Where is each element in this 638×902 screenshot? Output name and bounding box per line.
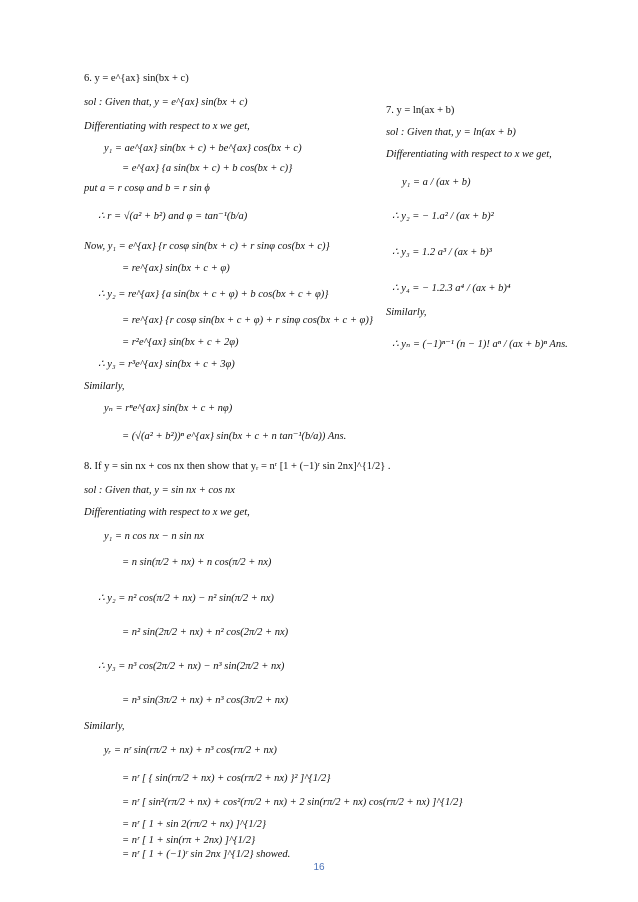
problem-6-step: ∴ r = √(a² + b²) and φ = tan⁻¹(b/a) — [98, 211, 248, 222]
problem-6-answer: = (√(a² + b²))ⁿ e^{ax} sin(bx + c + n tan⁻¹(b/a)) Ans. — [122, 431, 347, 442]
problem-6-step: yₙ = rⁿe^{ax} sin(bx + c + nφ) — [104, 403, 233, 414]
problem-6-step: Now, y₁ = e^{ax} {r cosφ sin(bx + c) + r sinφ cos(bx + c)} — [84, 241, 330, 252]
problem-7-given: sol : Given that, y = ln(ax + b) — [386, 127, 516, 138]
problem-6-given: sol : Given that, y = e^{ax} sin(bx + c) — [84, 97, 248, 108]
problem-6-step: ∴ y₃ = r³e^{ax} sin(bx + c + 3φ) — [98, 359, 235, 370]
page-number: 16 — [313, 862, 325, 873]
problem-8-step: = n² sin(2π/2 + nx) + n² cos(2π/2 + nx) — [122, 627, 289, 638]
problem-6-step: = re^{ax} sin(bx + c + φ) — [122, 263, 230, 274]
problem-8-step: = n³ sin(3π/2 + nx) + n³ cos(3π/2 + nx) — [122, 695, 289, 706]
problem-8-result: = nʳ [ 1 + (−1)ʳ sin 2nx ]^{1/2} showed. — [122, 849, 291, 860]
problem-7-differentiating: Differentiating with respect to x we get, — [386, 149, 552, 160]
problem-8-step: y₁ = n cos nx − n sin nx — [104, 531, 205, 542]
problem-7-step: ∴ y₄ = − 1.2.3 a⁴ / (ax + b)⁴ — [392, 283, 511, 294]
problem-7-step: ∴ y₂ = − 1.a² / (ax + b)² — [392, 211, 494, 222]
problem-8-step: = nʳ [ 1 + sin(rπ + 2nx) ]^{1/2} — [122, 835, 256, 846]
problem-8-step: = n sin(π/2 + nx) + n cos(π/2 + nx) — [122, 557, 272, 568]
problem-8-step: = nʳ [ 1 + sin 2(rπ/2 + nx) ]^{1/2} — [122, 819, 267, 830]
problem-8-given: sol : Given that, y = sin nx + cos nx — [84, 485, 235, 496]
problem-7-answer: ∴ yₙ = (−1)ⁿ⁻¹ (n − 1)! aⁿ / (ax + b)ⁿ Ans. — [392, 339, 568, 350]
problem-7-step: Similarly, — [386, 307, 427, 318]
problem-8-differentiating: Differentiating with respect to x we get, — [84, 507, 250, 518]
problem-6-step: = e^{ax} {a sin(bx + c) + b cos(bx + c)} — [122, 163, 293, 174]
problem-6-step: y₁ = ae^{ax} sin(bx + c) + be^{ax} cos(bx + c) — [104, 143, 302, 154]
problem-8-step: ∴ y₂ = n² cos(π/2 + nx) − n² sin(π/2 + nx) — [98, 593, 274, 604]
problem-8-step: ∴ y₃ = n³ cos(2π/2 + nx) − n³ sin(2π/2 + nx) — [98, 661, 285, 672]
problem-6-step: = r²e^{ax} sin(bx + c + 2φ) — [122, 337, 239, 348]
problem-6-step: put a = r cosφ and b = r sin ϕ — [84, 183, 210, 194]
problem-7-step: y₁ = a / (ax + b) — [402, 177, 471, 188]
problem-6-step: Similarly, — [84, 381, 125, 392]
problem-8-step: = nʳ [ { sin(rπ/2 + nx) + cos(rπ/2 + nx) }² ]^{1/2} — [122, 773, 331, 784]
problem-8-heading: 8. If y = sin nx + cos nx then show that yᵣ = nʳ [1 + (−1)ʳ sin 2nx]^{1/2} . — [84, 461, 391, 472]
problem-8-step: Similarly, — [84, 721, 125, 732]
problem-8-step: = nʳ [ sin²(rπ/2 + nx) + cos²(rπ/2 + nx) + 2 sin(rπ/2 + nx) cos(rπ/2 + nx) ]^{1/2} — [122, 797, 463, 808]
problem-8-step: yᵣ = nʳ sin(rπ/2 + nx) + n³ cos(rπ/2 + nx) — [104, 745, 277, 756]
problem-6-heading: 6. y = e^{ax} sin(bx + c) — [84, 73, 189, 84]
problem-6-step: ∴ y₂ = re^{ax} {a sin(bx + c + φ) + b cos(bx + c + φ)} — [98, 289, 329, 300]
problem-6-step: = re^{ax} {r cosφ sin(bx + c + φ) + r sinφ cos(bx + c + φ)} — [122, 315, 374, 326]
problem-6-differentiating: Differentiating with respect to x we get, — [84, 121, 250, 132]
problem-7-heading: 7. y = ln(ax + b) — [386, 105, 455, 116]
problem-7-step: ∴ y₃ = 1.2 a³ / (ax + b)³ — [392, 247, 492, 258]
